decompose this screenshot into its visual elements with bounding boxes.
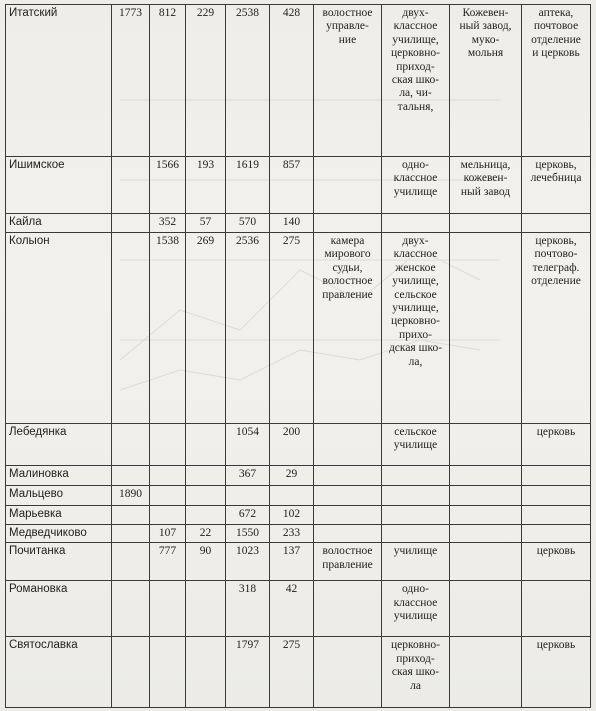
- value-cell: [186, 424, 226, 466]
- households-cell: 275: [270, 637, 314, 708]
- row-name: Марьевка: [6, 506, 112, 525]
- table-row: [6, 506, 591, 525]
- row-name: Мальцево: [6, 486, 112, 506]
- value-cell: 22: [186, 525, 226, 543]
- population-cell: 1054: [226, 424, 270, 466]
- institutions-cell: церковь: [536, 639, 576, 652]
- founded-year: [112, 424, 150, 466]
- education-cell: одно- классное училище: [393, 159, 438, 198]
- education-cell: двух- классное женское училище, сельское училище, церковно- прихо- дская шко- ла,: [388, 235, 443, 368]
- industry-cell: мельница, кожевен- ный завод: [460, 159, 511, 198]
- founded-year: [112, 525, 150, 543]
- row-name: Колыон: [6, 233, 112, 424]
- row-name: Медведчиково: [6, 525, 112, 543]
- administration-cell: камера мирового судьи, волостное правление: [322, 235, 373, 301]
- value-cell: 57: [186, 214, 226, 233]
- value-cell: [186, 581, 226, 637]
- value-cell: 193: [186, 157, 226, 214]
- population-cell: 672: [226, 506, 270, 525]
- value-cell: [186, 506, 226, 525]
- table-row: [6, 543, 591, 581]
- table-row: [6, 486, 591, 506]
- industry-cell: Кожевен- ный завод, муко- мольня: [459, 7, 512, 60]
- value-cell: [150, 506, 186, 525]
- population-cell: [226, 486, 270, 506]
- institutions-cell: церковь, лечебница: [530, 159, 582, 185]
- table-row: [6, 637, 591, 708]
- row-name: Ишимское: [6, 157, 112, 214]
- table-row: [6, 466, 591, 486]
- row-name: Святославка: [6, 637, 112, 708]
- households-cell: 233: [270, 525, 314, 543]
- value-cell: 352: [150, 214, 186, 233]
- value-cell: 777: [150, 543, 186, 581]
- row-name: Романовка: [6, 581, 112, 637]
- institutions-cell: церковь: [536, 426, 576, 438]
- founded-year: 1773: [112, 5, 150, 157]
- table-row: [6, 581, 591, 637]
- education-cell: церковно- приход- ская шко- ла: [391, 639, 440, 692]
- population-cell: 1797: [226, 637, 270, 708]
- value-cell: 90: [186, 543, 226, 581]
- row-name: Кайла: [6, 214, 112, 233]
- value-cell: 1538: [150, 233, 186, 424]
- education-cell: училище: [393, 545, 438, 558]
- households-cell: 29: [270, 466, 314, 486]
- population-cell: 570: [226, 214, 270, 233]
- value-cell: [186, 486, 226, 506]
- households-cell: [270, 486, 314, 506]
- households-cell: 275: [270, 233, 314, 424]
- row-name: Малиновка: [6, 466, 112, 486]
- population-cell: 1023: [226, 543, 270, 581]
- value-cell: [186, 466, 226, 486]
- education-cell: одно- классное училище: [393, 583, 438, 623]
- table-row: [6, 157, 591, 214]
- population-cell: 318: [226, 581, 270, 637]
- value-cell: [150, 486, 186, 506]
- founded-year: [112, 214, 150, 233]
- table-row: [6, 525, 591, 543]
- founded-year: [112, 233, 150, 424]
- row-name: Итатский: [6, 5, 112, 157]
- value-cell: 269: [186, 233, 226, 424]
- table-row: [6, 424, 591, 466]
- population-cell: 1550: [226, 525, 270, 543]
- institutions-cell: аптека, почтовое отделение и церковь: [531, 7, 581, 60]
- population-cell: 2538: [226, 5, 270, 157]
- value-cell: 107: [150, 525, 186, 543]
- households-cell: 140: [270, 214, 314, 233]
- founded-year: [112, 466, 150, 486]
- population-cell: 367: [226, 466, 270, 486]
- founded-year: 1890: [112, 486, 150, 506]
- value-cell: [150, 581, 186, 637]
- value-cell: [150, 466, 186, 486]
- institutions-cell: церковь: [536, 545, 576, 558]
- row-name: Лебедянка: [6, 424, 112, 466]
- population-cell: 2536: [226, 233, 270, 424]
- value-cell: 1566: [150, 157, 186, 214]
- households-cell: 42: [270, 581, 314, 637]
- households-cell: 428: [270, 5, 314, 157]
- row-name: Почитанка: [6, 543, 112, 581]
- founded-year: [112, 543, 150, 581]
- institutions-cell: церковь, почтово- телеграф. отделение: [531, 235, 581, 288]
- settlements-table: [5, 4, 591, 708]
- households-cell: 102: [270, 506, 314, 525]
- households-cell: 857: [270, 157, 314, 214]
- value-cell: [186, 637, 226, 708]
- value-cell: 812: [150, 5, 186, 157]
- table-row: [6, 5, 591, 157]
- administration-cell: волостное правление: [322, 545, 373, 571]
- value-cell: 229: [186, 5, 226, 157]
- table-row: [6, 233, 591, 424]
- value-cell: [150, 424, 186, 466]
- founded-year: [112, 581, 150, 637]
- education-cell: двух- классное училище, церковно- приход- ская шко- ла, чи- тальня,: [391, 7, 440, 113]
- households-cell: 137: [270, 543, 314, 581]
- population-cell: 1619: [226, 157, 270, 214]
- education-cell: сельское училище: [393, 426, 438, 452]
- households-cell: 200: [270, 424, 314, 466]
- founded-year: [112, 506, 150, 525]
- value-cell: [150, 637, 186, 708]
- founded-year: [112, 637, 150, 708]
- founded-year: [112, 157, 150, 214]
- table-row: [6, 214, 591, 233]
- administration-cell: волостное управле- ние: [322, 7, 373, 46]
